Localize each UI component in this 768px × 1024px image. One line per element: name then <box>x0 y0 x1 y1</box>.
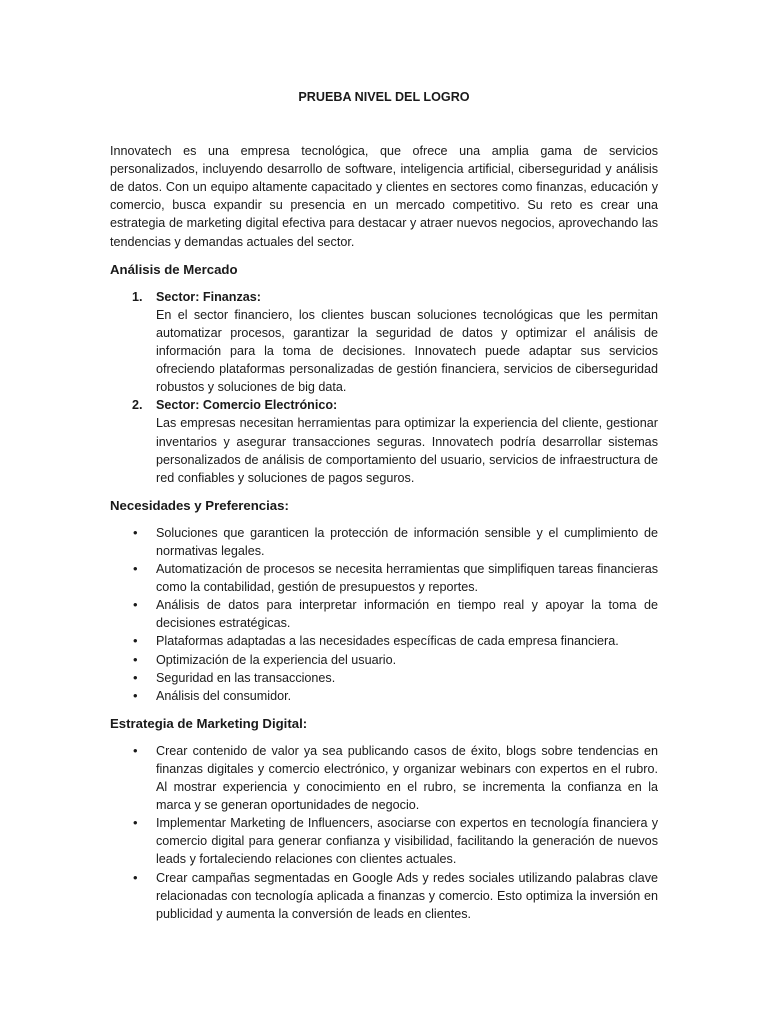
list-item-text: Plataformas adaptadas a las necesidades específicas de cada empresa financiera. <box>156 634 619 649</box>
list-item <box>110 687 658 705</box>
list-item <box>110 742 658 814</box>
market-analysis-list <box>110 288 658 487</box>
sector-text: Las empresas necesitan herramientas para optimizar la experiencia del cliente, gestionar inventarios y asegurar transacciones seguras. Innovatech podría desarrollar sistemas personalizados de análisis de comportamiento del usuario, servicios de infraestructura de red confiables y soluciones de pagos seguros. <box>156 416 658 485</box>
bullet-icon: • <box>133 869 138 885</box>
strategy-list <box>110 742 658 923</box>
market-analysis-heading: Análisis de Mercado <box>110 261 238 277</box>
list-item-text: Soluciones que garanticen la protección de información sensible y el cumplimiento de normativas legales. <box>156 525 658 558</box>
list-item-text: Implementar Marketing de Influencers, asociarse con expertos en tecnología financiera y comercio digital para generar confianza y visibilidad, facilitando la generación de nuevos leads y fortaleciendo relaciones con clientes actuales. <box>156 816 658 867</box>
list-item <box>110 814 658 868</box>
bullet-icon: • <box>133 597 138 613</box>
list-item-text: Automatización de procesos se necesita herramientas que simplifiquen tareas financieras como la contabilidad, gestión de presupuestos y reportes. <box>156 562 658 595</box>
list-item-text: Crear contenido de valor ya sea publicando casos de éxito, blogs sobre tendencias en finanzas digitales y comercio electrónico, y organizar webinars con expertos en el rubro. Al mostrar experiencia y conocimiento en el rubro, se incrementa la confianza en la marca y se generan oportunidades de negocio. <box>156 743 658 813</box>
bullet-icon: • <box>133 561 138 577</box>
list-item-text: Seguridad en las transacciones. <box>156 670 336 685</box>
list-item <box>110 596 658 632</box>
bullet-icon: • <box>133 815 138 831</box>
needs-heading: Necesidades y Preferencias: <box>110 497 289 513</box>
list-item <box>110 651 658 669</box>
list-item <box>110 669 658 687</box>
bullet-icon: • <box>133 524 138 540</box>
strategy-heading: Estrategia de Marketing Digital: <box>110 715 308 731</box>
bullet-icon: • <box>133 687 138 703</box>
list-item-text: Crear campañas segmentadas en Google Ads y redes sociales utilizando palabras clave relacionadas con tecnología aplicada a finanzas y comercio. Esto optimiza la inversión en publicidad y aumenta la conversión de leads en clientes. <box>156 870 658 921</box>
sector-title: Sector: Finanzas: <box>156 289 261 304</box>
bullet-icon: • <box>133 742 138 758</box>
page-title: PRUEBA NIVEL DEL LOGRO <box>298 90 470 104</box>
list-item-text: Análisis del consumidor. <box>156 688 292 703</box>
list-item <box>110 288 658 397</box>
list-item-text: Análisis de datos para interpretar información en tiempo real y apoyar la toma de decisiones estratégicas. <box>156 598 658 631</box>
intro-paragraph: Innovatech es una empresa tecnológica, que ofrece una amplia gama de servicios personalizados, incluyendo desarrollo de software, inteligencia artificial, ciberseguridad y análisis de datos. Con un equipo altamente capacitado y clientes en sectores como finanzas, educación y comercio, busca expandir su presencia en un mercado competitivo. Su reto es crear una estrategia de marketing digital efectiva para destacar y atraer nuevos negocios, aprovechando las tendencias y demandas actuales del sector. <box>110 144 658 249</box>
list-item <box>110 869 658 923</box>
needs-list <box>110 524 658 705</box>
sector-title: Sector: Comercio Electrónico: <box>156 398 338 413</box>
list-item <box>110 396 658 486</box>
list-number: 1. <box>132 289 143 304</box>
list-item <box>110 524 658 560</box>
bullet-icon: • <box>133 633 138 649</box>
list-item-text: Optimización de la experiencia del usuario. <box>156 652 397 667</box>
list-item <box>110 560 658 596</box>
bullet-icon: • <box>133 651 138 667</box>
bullet-icon: • <box>133 669 138 685</box>
list-number: 2. <box>132 398 143 413</box>
list-item <box>110 632 658 650</box>
sector-text: En el sector financiero, los clientes buscan soluciones tecnológicas que les permitan automatizar procesos, garantizar la seguridad de datos y optimizar el análisis de información para la toma de decisiones. Innovatech puede adaptar sus servicios ofreciendo plataformas personalizadas de gestión financiera, servicios de ciberseguridad robustos y soluciones de big data. <box>156 307 658 395</box>
